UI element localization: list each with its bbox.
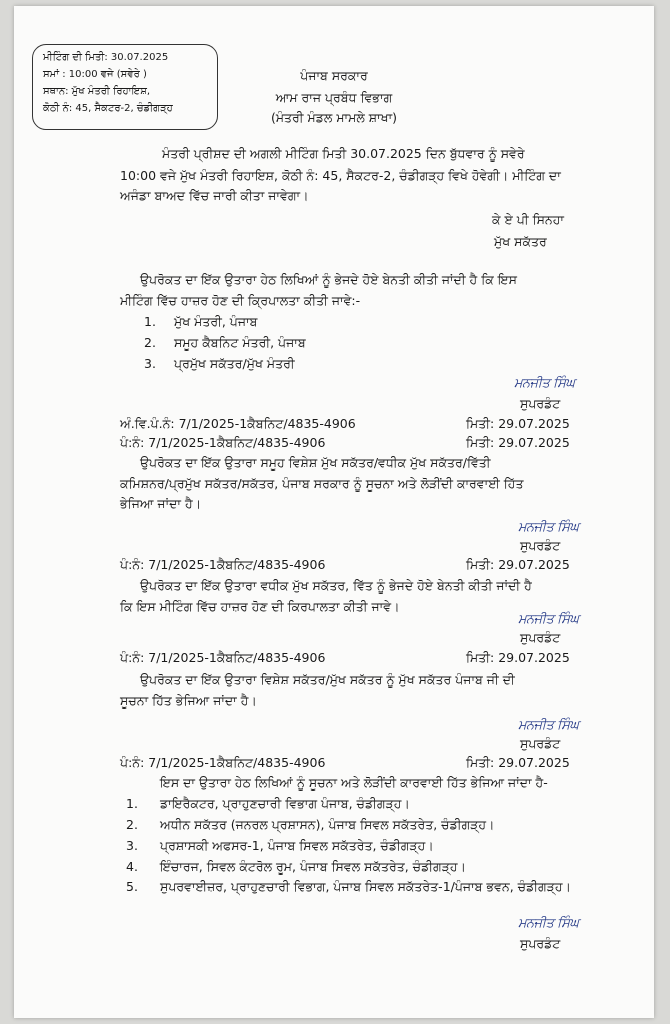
stamp-date: ਮੀਟਿੰਗ ਦੀ ਮਿਤੀ: 30.07.2025 (43, 52, 169, 63)
request-item-num: 2. (144, 335, 156, 350)
distribution-item-num: 3. (126, 838, 138, 853)
request-line-1: ਉਪਰੋਕਤ ਦਾ ਇੱਕ ਉਤਾਰਾ ਹੇਠ ਲਿਖਿਆਂ ਨੂੰ ਭੇਜਦੇ ਹੋਏ ਬੇਨਤੀ ਕੀਤੀ ਜਾਂਦੀ ਹੈ ਕਿ ਇਸ (140, 272, 517, 287)
endorsement-text: ਇਸ ਦਾ ਉਤਾਰਾ ਹੇਠ ਲਿਖਿਆਂ ਨੂੰ ਸੂਚਨਾ ਅਤੇ ਲੋੜੀਂਦੀ ਕਾਰਵਾਈ ਹਿੱਤ ਭੇਜਿਆ ਜਾਂਦਾ ਹੈ- (160, 775, 548, 790)
stamp-time: ਸਮਾਂ : 10:00 ਵਜੇ (ਸਵੇਰੇ ) (43, 69, 147, 80)
request-item-num: 1. (144, 314, 156, 329)
distribution-item-num: 2. (126, 817, 138, 832)
stamp-place: ਸਥਾਨ: ਮੁੱਖ ਮੰਤਰੀ ਰਿਹਾਇਸ਼, (43, 86, 151, 97)
signature-title: ਸੁਪਰਡੰਟ (520, 736, 561, 751)
handwritten-signature: ਮਨਜੀਤ ਸਿੰਘ (518, 520, 579, 535)
document-page (14, 6, 654, 1018)
endorsement-text: ਉਪਰੋਕਤ ਦਾ ਇੱਕ ਉਤਾਰਾ ਸਮੂਹ ਵਿਸ਼ੇਸ਼ ਮੁੱਖ ਸਕੱਤਰ/ਵਧੀਕ ਮੁੱਖ ਸਕੱਤਰ/ਵਿੱਤੀ (140, 455, 491, 470)
endorsement-text: ਕਿ ਇਸ ਮੀਟਿੰਗ ਵਿੱਚ ਹਾਜ਼ਰ ਹੋਣ ਦੀ ਕਿਰਪਾਲਤਾ ਕੀਤੀ ਜਾਵੇ। (120, 599, 400, 614)
notice-line-3: ਅਜੰਡਾ ਬਾਅਦ ਵਿੱਚ ਜਾਰੀ ਕੀਤਾ ਜਾਵੇਗਾ। (120, 188, 309, 203)
endorsement-date: ਮਿਤੀ: 29.07.2025 (466, 416, 570, 431)
endorsement-text: ਉਪਰੋਕਤ ਦਾ ਇੱਕ ਉਤਾਰਾ ਵਿਸ਼ੇਸ਼ ਸਕੱਤਰ/ਮੁੱਖ ਸਕੱਤਰ ਨੂੰ ਮੁੱਖ ਸਕੱਤਰ ਪੰਜਾਬ ਜੀ ਦੀ (140, 672, 515, 687)
endorsement-date: ਮਿਤੀ: 29.07.2025 (466, 650, 570, 665)
endorsement-text: ਉਪਰੋਕਤ ਦਾ ਇੱਕ ਉਤਾਰਾ ਵਧੀਕ ਮੁੱਖ ਸਕੱਤਰ, ਵਿੱਤ ਨੂੰ ਭੇਜਦੇ ਹੋਏ ਬੇਨਤੀ ਕੀਤੀ ਜਾਂਦੀ ਹੈ (140, 578, 532, 593)
request-item-num: 3. (144, 356, 156, 371)
request-item: ਪ੍ਰਮੁੱਖ ਸਕੱਤਰ/ਮੁੱਖ ਮੰਤਰੀ (174, 356, 295, 371)
header-department: ਆਮ ਰਾਜ ਪ੍ਰਬੰਧ ਵਿਭਾਗ (275, 90, 393, 105)
distribution-item: ਡਾਇਰੈਕਟਰ, ਪ੍ਰਾਹੁਣਚਾਰੀ ਵਿਭਾਗ ਪੰਜਾਬ, ਚੰਡੀਗੜ੍ਹ। (160, 796, 410, 811)
distribution-item: ਪ੍ਰਸ਼ਾਸਕੀ ਅਫਸਰ-1, ਪੰਜਾਬ ਸਿਵਲ ਸਕੱਤਰੇਤ, ਚੰਡੀਗੜ੍ਹ। (160, 838, 434, 853)
endorsement-date: ਮਿਤੀ: 29.07.2025 (466, 557, 570, 572)
handwritten-signature: ਮਨਜੀਤ ਸਿੰਘ (518, 718, 579, 733)
distribution-item: ਅਧੀਨ ਸਕੱਤਰ (ਜਨਰਲ ਪ੍ਰਸ਼ਾਸਨ), ਪੰਜਾਬ ਸਿਵਲ ਸਕੱਤਰੇਤ, ਚੰਡੀਗੜ੍ਹ। (160, 817, 495, 832)
signature-title: ਸੁਪਰਡੰਟ (520, 538, 561, 553)
distribution-item-num: 4. (126, 859, 138, 874)
endorsement-text: ਸੂਚਨਾ ਹਿੱਤ ਭੇਜਿਆ ਜਾਂਦਾ ਹੈ। (120, 693, 257, 708)
distribution-item-num: 1. (126, 796, 138, 811)
signature-title: ਸੁਪਰਡੰਟ (520, 396, 561, 411)
handwritten-signature: ਮਨਜੀਤ ਸਿੰਘ (514, 376, 575, 391)
stamp-address: ਕੋਠੀ ਨੰ: 45, ਸੈਕਟਰ-2, ਚੰਡੀਗੜ੍ਹ (43, 103, 173, 114)
signature-title: ਸੁਪਰਡੰਟ (520, 936, 561, 951)
endorsement-date: ਮਿਤੀ: 29.07.2025 (466, 755, 570, 770)
endorsement-ref: ਪੰ:ਨੰ: 7/1/2025-1ਕੈਬਨਿਟ/4835-4906 (120, 435, 326, 450)
handwritten-signature: ਮਨਜੀਤ ਸਿੰਘ (518, 916, 579, 931)
endorsement-ref: ਪੰ:ਨੰ: 7/1/2025-1ਕੈਬਨਿਟ/4835-4906 (120, 557, 326, 572)
request-item: ਸਮੂਹ ਕੈਬਨਿਟ ਮੰਤਰੀ, ਪੰਜਾਬ (174, 335, 306, 350)
handwritten-signature: ਮਨਜੀਤ ਸਿੰਘ (518, 612, 579, 627)
endorsement-ref: ਪੰ:ਨੰ: 7/1/2025-1ਕੈਬਨਿਟ/4835-4906 (120, 755, 326, 770)
endorsement-text: ਕਮਿਸ਼ਨਰ/ਪ੍ਰਮੁੱਖ ਸਕੱਤਰ/ਸਕੱਤਰ, ਪੰਜਾਬ ਸਰਕਾਰ ਨੂੰ ਸੂਚਨਾ ਅਤੇ ਲੋੜੀਂਦੀ ਕਾਰਵਾਈ ਹਿੱਤ (120, 476, 524, 491)
header-government: ਪੰਜਾਬ ਸਰਕਾਰ (300, 68, 368, 83)
request-line-2: ਮੀਟਿੰਗ ਵਿੱਚ ਹਾਜ਼ਰ ਹੋਣ ਦੀ ਕ੍ਰਿਪਾਲਤਾ ਕੀਤੀ ਜਾਵੇ:- (120, 293, 361, 308)
distribution-item: ਸੁਪਰਵਾਈਜ਼ਰ, ਪ੍ਰਾਹੁਣਚਾਰੀ ਵਿਭਾਗ, ਪੰਜਾਬ ਸਿਵਲ ਸਕੱਤਰੇਤ-1/ਪੰਜਾਬ ਭਵਨ, ਚੰਡੀਗੜ੍ਹ। (160, 879, 571, 894)
distribution-item-num: 5. (126, 879, 138, 894)
endorsement-ref: ਪੰ:ਨੰ: 7/1/2025-1ਕੈਬਨਿਟ/4835-4906 (120, 650, 326, 665)
distribution-item: ਇੰਚਾਰਜ, ਸਿਵਲ ਕੰਟਰੋਲ ਰੂਮ, ਪੰਜਾਬ ਸਿਵਲ ਸਕੱਤਰੇਤ, ਚੰਡੀਗੜ੍ਹ। (160, 859, 466, 874)
endorsement-text: ਭੇਜਿਆ ਜਾਂਦਾ ਹੈ। (120, 496, 202, 511)
request-item: ਮੁੱਖ ਮੰਤਰੀ, ਪੰਜਾਬ (174, 314, 258, 329)
notice-line-2: 10:00 ਵਜੇ ਮੁੱਖ ਮੰਤਰੀ ਰਿਹਾਇਸ਼, ਕੋਠੀ ਨੰ: 45, ਸੈਕਟਰ-2, ਚੰਡੀਗੜ੍ਹ ਵਿਖੇ ਹੋਵੇਗੀ। ਮੀਟਿੰਗ ਦਾ (120, 168, 561, 183)
signature-title: ਸੁਪਰਡੰਟ (520, 630, 561, 645)
signer-name: ਕੇ ਏ ਪੀ ਸਿਨਹਾ (492, 212, 564, 227)
header-branch: (ਮੰਤਰੀ ਮੰਡਲ ਮਾਮਲੇ ਸ਼ਾਖਾ) (270, 110, 398, 125)
endorsement-ref: ਅੰ.ਵਿ.ਪੰ.ਨੰ: 7/1/2025-1ਕੈਬਨਿਟ/4835-4906 (120, 416, 356, 431)
signer-title: ਮੁੱਖ ਸਕੱਤਰ (494, 234, 547, 249)
notice-line-1: ਮੰਤਰੀ ਪ੍ਰੀਸ਼ਦ ਦੀ ਅਗਲੀ ਮੀਟਿੰਗ ਮਿਤੀ 30.07.2025 ਦਿਨ ਬੁੱਧਵਾਰ ਨੂੰ ਸਵੇਰੇ (162, 146, 525, 161)
endorsement-date: ਮਿਤੀ: 29.07.2025 (466, 435, 570, 450)
